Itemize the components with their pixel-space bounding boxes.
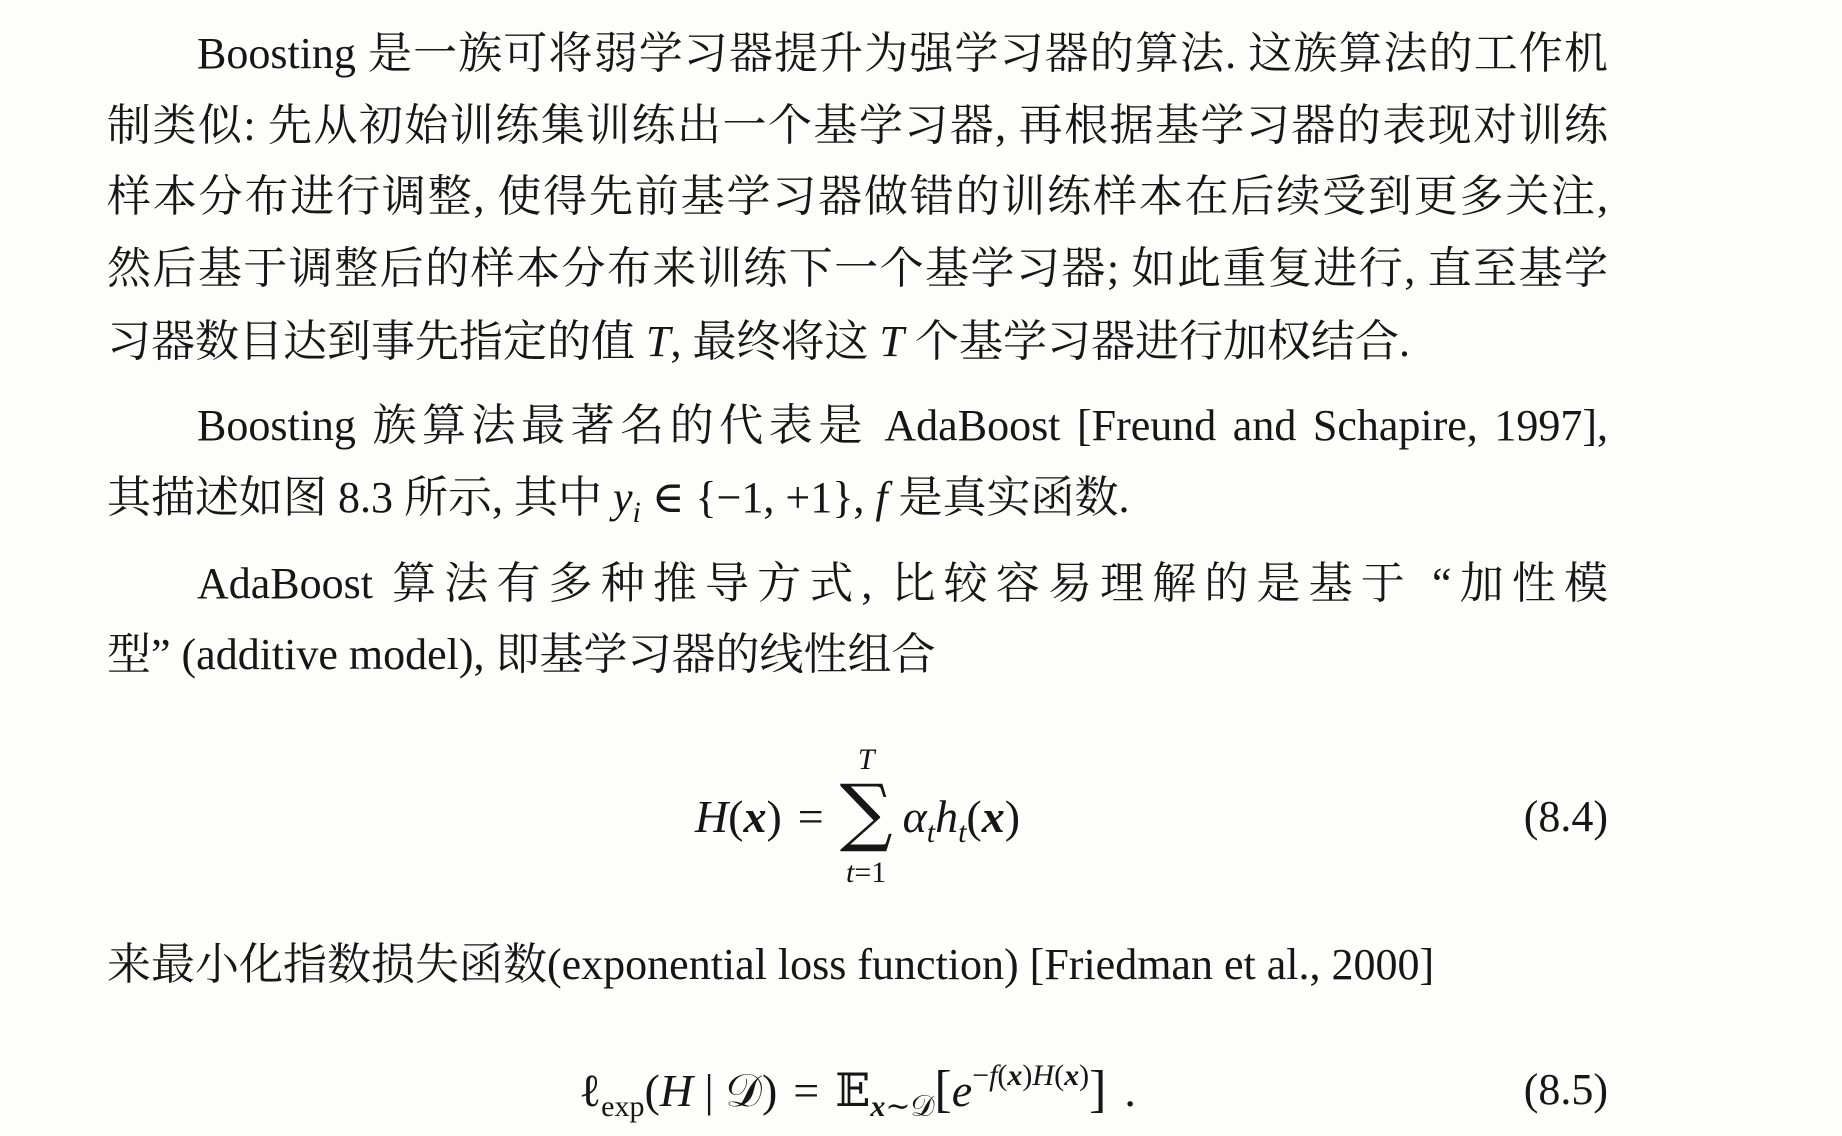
- summation-lower-limit: [846, 854, 886, 892]
- math-equals: =: [797, 791, 824, 842]
- math-bracket-close: ]: [1089, 1060, 1107, 1118]
- math-base-e: e: [951, 1064, 973, 1116]
- text-run: 习器数目达到事先指定的值: [107, 317, 646, 366]
- math-paren-close: ): [1079, 1058, 1090, 1092]
- math-vector-x: x: [981, 791, 1005, 842]
- math-paren-close: ): [1004, 791, 1021, 842]
- math-subscript-exp: exp: [601, 1089, 645, 1123]
- paragraph-1-line-3: 样本分布进行调整, 使得先前基学习器做错的训练样本在后续受到更多关注,: [107, 172, 1608, 221]
- summation-symbol: ∑: [839, 769, 893, 855]
- equation-number-8-4: (8.4): [1523, 792, 1608, 841]
- equation-8-5-body: [107, 1050, 1608, 1130]
- text-run: , 最终将这: [670, 317, 880, 366]
- math-paren-close: ): [1022, 1058, 1033, 1092]
- text-run: 个基学习器进行加权结合.: [903, 317, 1410, 366]
- math-distribution-D: 𝒟: [725, 1062, 762, 1117]
- math-vector-x: x: [1007, 1058, 1023, 1092]
- equation-8-4-body: [107, 742, 1608, 892]
- paragraph-4-line-1: 来最小化指数损失函数(exponential loss function) [Friedman et al., 2000]: [107, 940, 1435, 989]
- summation-start: =1: [854, 856, 887, 889]
- paragraph-1-line-5: [107, 306, 1608, 378]
- math-variable-T: T: [879, 317, 904, 366]
- math-equals: =: [793, 1064, 820, 1116]
- math-bracket-open: [: [934, 1060, 952, 1118]
- paragraph-1-line-2: 制类似: 先从初始训练集训练出一个基学习器, 再根据基学习器的表现对训练: [107, 101, 1608, 150]
- equation-8-4-lhs: [695, 787, 840, 847]
- paragraph-2-line-1: Boosting 族算法最著名的代表是 AdaBoost [Freund and Schapire, 1997],: [197, 401, 1608, 450]
- math-paren-open: (: [728, 791, 744, 842]
- math-paren-open: (: [644, 1064, 660, 1116]
- paragraph-2-line-2: [107, 462, 1608, 534]
- math-coefficient-alpha: α: [902, 791, 927, 842]
- math-function-H: H: [694, 791, 729, 842]
- math-subscript-t: t: [958, 816, 967, 849]
- math-paren-open: (: [997, 1058, 1008, 1092]
- math-function-h: h: [935, 791, 959, 842]
- math-variable-T: T: [646, 317, 671, 366]
- math-expectation-E: 𝔼: [835, 1062, 871, 1117]
- math-variable-f: f: [875, 473, 888, 522]
- math-loss-ell: ℓ: [579, 1062, 602, 1117]
- math-vector-x: x: [743, 791, 767, 842]
- text-run: 其描述如图 8.3 所示, 其中: [107, 473, 613, 522]
- summation: [840, 742, 893, 892]
- math-variable-y: y: [613, 473, 633, 522]
- math-minus: −: [972, 1058, 990, 1092]
- math-period: .: [1124, 1064, 1136, 1116]
- text-run: ∈ {−1, +1},: [640, 473, 876, 522]
- paragraph-1-line-4: 然后基于调整后的样本分布来训练下一个基学习器; 如此重复进行, 直至基学: [107, 244, 1608, 293]
- equation-number-8-5: (8.5): [1523, 1065, 1608, 1114]
- math-variable-H: H: [659, 1064, 694, 1116]
- paragraph-1-line-1: Boosting 是一族可将弱学习器提升为强学习器的算法. 这族算法的工作机: [197, 29, 1608, 78]
- math-function-f: f: [989, 1058, 998, 1092]
- math-paren-close: ): [761, 1064, 778, 1116]
- equation-8-5-expression: [579, 1058, 1136, 1124]
- text-run: 是真实函数.: [887, 473, 1130, 522]
- math-exponent: [972, 1059, 1089, 1092]
- equation-8-4: [107, 742, 1608, 892]
- summation-index: t: [846, 856, 855, 889]
- paragraph-3-line-2: 型” (additive model), 即基学习器的线性组合: [107, 630, 936, 679]
- math-given-bar: |: [693, 1064, 726, 1116]
- math-vector-x: x: [1064, 1058, 1080, 1092]
- math-paren-open: (: [966, 791, 982, 842]
- math-function-H: H: [1032, 1058, 1055, 1092]
- math-vector-x: x: [870, 1089, 886, 1123]
- math-expectation-subscript: [870, 1090, 934, 1123]
- math-paren-open: (: [1054, 1058, 1065, 1092]
- math-paren-close: ): [766, 791, 782, 842]
- equation-8-5: [107, 1050, 1608, 1130]
- math-sim-D: ∼𝒟: [885, 1088, 935, 1124]
- paragraph-3-line-1: AdaBoost 算法有多种推导方式, 比较容易理解的是基于 “加性模: [197, 559, 1608, 608]
- math-subscript-i: i: [632, 496, 641, 529]
- math-subscript-t: t: [926, 816, 936, 849]
- equation-8-4-rhs: [903, 787, 1021, 847]
- summation-upper-limit: T: [857, 743, 875, 776]
